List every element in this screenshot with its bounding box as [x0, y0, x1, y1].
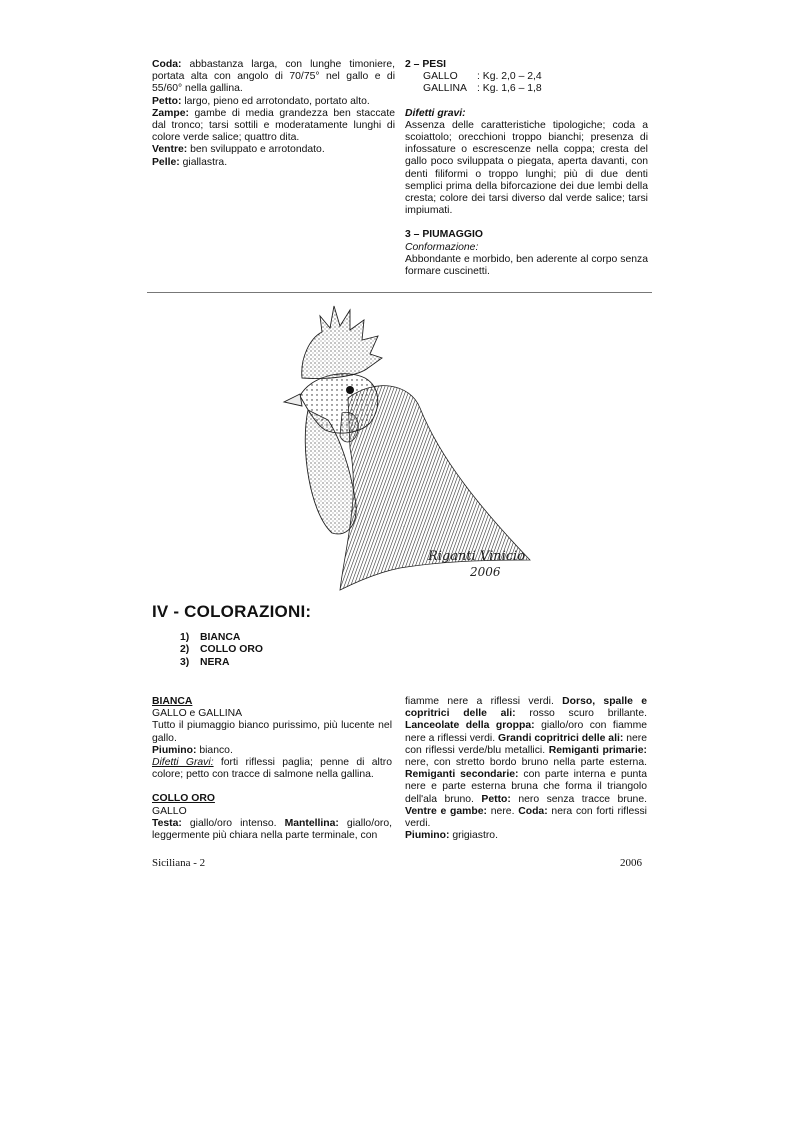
collo-oro-continued — [405, 696, 647, 830]
testa-text: giallo/oro intenso. — [181, 817, 285, 829]
colorazioni-list — [180, 632, 263, 669]
piumino-label: Piumino: — [405, 830, 450, 842]
list-item-label: COLLO ORO — [200, 644, 263, 656]
list-item-number: 1) — [180, 632, 190, 643]
pesi-value: : Kg. 2,0 – 2,4 — [477, 71, 542, 83]
list-item — [180, 644, 263, 656]
collo-oro-title: COLLO ORO — [152, 793, 215, 805]
coda-text: abbastanza larga, con lunghe timoniere, portata alta con angolo di 70/75° nel gallo e di 55/60° nella gallina. — [152, 59, 395, 95]
conformazione-text: Abbondante e morbido, ben aderente al corpo senza formare cuscinetti. — [405, 253, 648, 278]
piumino-label: Piumino: — [152, 744, 197, 756]
difetti-gravi-title: Difetti gravi: — [405, 107, 466, 119]
mantellina-text: giallo/oro, leggermente più chiara nella parte terminale, con — [152, 817, 392, 842]
pesi-value: : Kg. 1,6 – 1,8 — [477, 83, 542, 95]
difetti-text: forti riflessi paglia; penne di altro colore; petto con tracce di salmone nella gallina. — [152, 757, 392, 781]
collo-oro-piumino — [405, 830, 647, 842]
list-item-number: 3) — [180, 656, 190, 668]
zampe-paragraph — [152, 108, 395, 145]
top-left-column — [152, 59, 395, 169]
text-run: nera con forti riflessi verdi. — [405, 805, 647, 830]
colorazioni-heading: IV - COLORAZIONI: — [152, 602, 312, 621]
bottom-left-column — [152, 696, 392, 842]
horizontal-divider — [147, 292, 652, 293]
list-item-label: NERA — [200, 656, 230, 668]
petto-label: Petto: — [152, 95, 182, 107]
rooster-head-illustration — [270, 298, 560, 598]
zampe-label: Zampe: — [152, 107, 189, 119]
spacer — [405, 96, 648, 108]
text-run: nero senza tracce brune. — [510, 793, 647, 805]
bianca-subtitle: GALLO e GALLINA — [152, 708, 243, 720]
conformazione-label: Conformazione: — [405, 241, 479, 253]
pelle-label: Pelle: — [152, 156, 180, 168]
list-item-number: 2) — [180, 644, 190, 656]
piumino-text: bianco. — [196, 744, 233, 756]
text-run: giallo/oro con fiamme nere a riflessi verdi. — [405, 720, 647, 744]
lanceolate-label: Lanceolate della groppa: — [405, 720, 535, 732]
remiganti-secondarie-label: Remiganti secondarie: — [405, 769, 519, 781]
coda-paragraph — [152, 59, 395, 96]
petto-text: largo, pieno ed arrotondato, portato alto. — [181, 95, 370, 107]
mantellina-label: Mantellina: — [284, 817, 339, 829]
ventre-label: Ventre: — [152, 144, 188, 156]
grandi-copritrici-label: Grandi copritrici delle ali: — [498, 732, 624, 744]
footer-left: Siciliana - 2 — [152, 857, 206, 869]
text-run: nere. — [487, 805, 519, 817]
spacer — [152, 781, 392, 793]
top-right-column — [405, 59, 648, 278]
testa-label: Testa: — [152, 817, 182, 829]
text-run: con parte interna e punta nere e parte esterna bruna che forma il triangolo dell'ala bruno. — [405, 769, 647, 805]
text-run: nere con riflessi verde/blu metallici. — [405, 732, 647, 756]
piumaggio-title: 3 – PIUMAGGIO — [405, 229, 483, 241]
pelle-paragraph — [152, 157, 395, 169]
dorso-label: Dorso, spalle e copritrici delle ali: — [405, 696, 647, 720]
difetti-label: Difetti Gravi: — [152, 757, 214, 769]
text-run: rosso scuro brillante. — [515, 708, 647, 720]
pesi-label: GALLO — [423, 71, 458, 83]
pelle-text: giallastra. — [179, 156, 228, 168]
collo-oro-subtitle: GALLO — [152, 805, 187, 817]
zampe-text: gambe di media grandezza ben staccate dal tronco; tarsi sottili e moderatamente lunghi di colore verde salice; quattro dita. — [152, 107, 395, 144]
difetti-gravi-text: Assenza delle caratteristiche tipologiche; coda a scoiattolo; orecchioni troppo bianchi; presenza di infossature o escrescenze nella coppa; cresta del gallo poco sviluppata o piegata, aperta davanti, con denti filiformi o troppo lunghi; più di due denti semplici prima della biforcazione dei due lembi della cresta; colore dei tarsi diverso dal verde salice; tarsi impiumati. — [405, 119, 648, 217]
bianca-difetti — [152, 757, 392, 781]
signature-year: 2006 — [470, 565, 501, 579]
petto-paragraph — [152, 96, 395, 108]
ventre-gambe-label: Ventre e gambe: — [405, 805, 488, 817]
petto-label: Petto: — [481, 793, 511, 805]
pesi-label: GALLINA — [423, 83, 467, 95]
ventre-paragraph — [152, 144, 395, 156]
text-run: nere, con stretto bordo bruno nella parte esterna. — [405, 757, 647, 769]
spacer — [405, 217, 648, 229]
ventre-text: ben sviluppato e arrotondato. — [187, 144, 325, 156]
pesi-row-gallina — [405, 83, 648, 95]
pesi-title: 2 – PESI — [405, 59, 447, 70]
pesi-row-gallo — [405, 71, 648, 83]
coda-label: Coda: — [518, 805, 548, 817]
bianca-title: BIANCA — [152, 696, 193, 707]
bianca-text: Tutto il piumaggio bianco purissimo, più lucente nel gallo. — [152, 720, 392, 744]
footer-right: 2006 — [620, 857, 642, 869]
list-item-label: BIANCA — [200, 632, 241, 643]
text-run: grigiastro. — [449, 830, 498, 842]
list-item — [180, 632, 263, 644]
artist-signature: Riganti Vinicio — [428, 549, 526, 564]
coda-label: Coda: — [152, 59, 182, 70]
list-item — [180, 657, 263, 669]
remiganti-primarie-label: Remiganti primarie: — [548, 744, 647, 756]
bottom-right-column — [405, 696, 647, 842]
bianca-piumino — [152, 745, 392, 757]
collo-oro-text — [152, 818, 392, 842]
text-run: fiamme nere a riflessi verdi. — [405, 696, 563, 707]
